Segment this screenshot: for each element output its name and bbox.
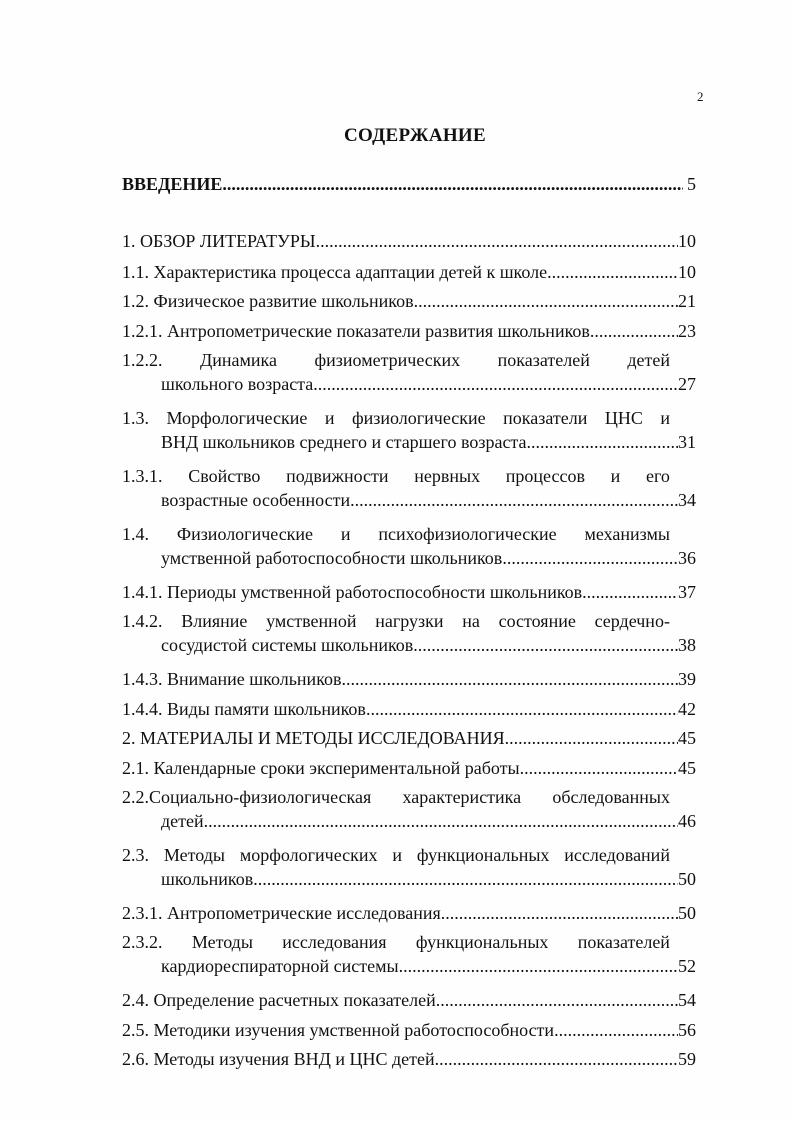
toc-word: характеристика: [402, 787, 522, 807]
page-title: СОДЕРЖАНИЕ: [344, 125, 486, 146]
toc-entry-label: школьников: [161, 869, 254, 889]
toc-word: 2.3.: [122, 845, 149, 865]
toc-entry-label: 2.3.1. Антропометрические исследования: [122, 903, 441, 923]
toc-leader-dots: [435, 1047, 678, 1071]
toc-leader-dots: [547, 260, 678, 284]
toc-entry-label: школьного возраста: [161, 374, 314, 394]
toc-page-number: 45: [678, 758, 696, 778]
toc-entry: [122, 172, 696, 196]
toc-page-number: 46: [678, 811, 696, 831]
toc-leader-dots: [316, 229, 678, 253]
toc-leader-dots: [253, 867, 678, 891]
toc-entry: [122, 1018, 696, 1042]
toc-entry-line: [122, 406, 670, 430]
toc-entry-line: [122, 785, 670, 809]
toc-entry: [122, 522, 696, 570]
toc-entry: [122, 930, 696, 978]
toc-entry: [122, 406, 696, 454]
toc-word: состояние: [498, 611, 576, 631]
toc-page-number: 34: [678, 490, 696, 510]
toc-word: Динамика: [199, 350, 278, 370]
toc-entry-line: [122, 843, 670, 867]
toc-entry-label: 1.4.3. Внимание школьников: [122, 669, 342, 689]
toc-entry: [122, 843, 696, 891]
toc-page-number: 52: [678, 956, 696, 976]
toc-word: его: [645, 466, 670, 486]
toc-word: показателей: [497, 350, 590, 370]
toc-word: 1.3.: [122, 408, 149, 428]
toc-entry-label: возрастные особенности: [161, 490, 351, 510]
toc-word: механизмы: [584, 524, 670, 544]
toc-page-number: 54: [678, 990, 696, 1010]
toc-page-number: 39: [678, 669, 696, 689]
toc-entry-label: ВВЕДЕНИЕ: [122, 174, 223, 194]
toc-entry: [122, 348, 696, 396]
toc-page-number: 27: [678, 374, 696, 394]
toc-entry-label: 2.6. Методы изучения ВНД и ЦНС детей: [122, 1049, 435, 1069]
toc-entry: [122, 756, 696, 780]
toc-word: 1.3.1.: [122, 466, 163, 486]
toc-word: подвижности: [286, 466, 389, 486]
toc-entry: [122, 260, 696, 284]
toc-entry: [122, 580, 696, 604]
toc-leader-dots: [399, 954, 678, 978]
toc-word: Методы: [163, 845, 225, 865]
toc-leader-dots: [342, 667, 678, 691]
toc-entry-label: кардиореспираторной системы: [161, 956, 399, 976]
toc-entry-label: сосудистой системы школьников: [161, 635, 414, 655]
toc-word: физиологические: [351, 408, 486, 428]
toc-entry-label: 2. МАТЕРИАЛЫ И МЕТОДЫ ИССЛЕДОВАНИЯ: [122, 728, 505, 748]
toc-word: показатели: [503, 408, 588, 428]
toc-word: 1.2.2.: [122, 350, 163, 370]
toc-leader-dots: [350, 488, 678, 512]
toc-entry-label: ВНД школьников среднего и старшего возраста: [161, 432, 527, 452]
toc-word: психофизиологические: [378, 524, 557, 544]
toc-word: умственной: [266, 611, 357, 631]
toc-page-number: 5: [687, 174, 696, 194]
toc-word: 2.3.2.: [122, 932, 163, 952]
toc-entry-label: 2.5. Методики изучения умственной работоспособности: [122, 1020, 555, 1040]
toc-word: Морфологические: [166, 408, 308, 428]
toc-entry-label: 2.4. Определение расчетных показателей: [122, 990, 436, 1010]
toc-page-number: 23: [678, 321, 696, 341]
toc-entry-label: 1.2.1. Антропометрические показатели развития школьников: [122, 321, 590, 341]
toc-word: функциональных: [416, 845, 550, 865]
toc-word: процессов: [505, 466, 585, 486]
toc-page-number: 36: [678, 548, 696, 568]
toc-entry-label: детей: [161, 811, 204, 831]
toc-leader-dots: [520, 756, 678, 780]
toc-word: и: [660, 408, 670, 428]
toc-entry-line: [122, 522, 670, 546]
toc-word: Методы: [191, 932, 253, 952]
toc-word: Физиологические: [176, 524, 314, 544]
toc-word: обследованных: [552, 787, 670, 807]
toc-word: исследований: [564, 845, 670, 865]
toc-page-number: 56: [678, 1020, 696, 1040]
page-number: 2: [697, 89, 704, 104]
toc-word: нервных: [414, 466, 481, 486]
toc-page-number: 50: [678, 869, 696, 889]
toc-entry-line: [122, 348, 670, 372]
toc-word: на: [462, 611, 480, 631]
toc-leader-dots: [527, 430, 678, 454]
toc-word: функциональных: [415, 932, 549, 952]
toc-word: сердечно-: [594, 611, 670, 631]
toc-leader-dots: [582, 580, 678, 604]
toc-leader-dots: [413, 633, 678, 657]
toc-page-number: 38: [678, 635, 696, 655]
toc-leader-dots: [313, 372, 678, 396]
toc-page-number: 10: [678, 262, 696, 282]
toc-entry: [122, 667, 696, 691]
toc-page-number: 45: [678, 728, 696, 748]
toc-word: и: [610, 466, 621, 486]
toc-word: и: [324, 408, 335, 428]
toc-page-number: 21: [678, 291, 696, 311]
toc-entry-label: умственной работоспособности школьников: [161, 548, 503, 568]
toc-leader-dots: [366, 697, 678, 721]
toc-entry-line: [122, 609, 670, 633]
toc-entry: [122, 464, 696, 512]
toc-entry-label: 1.4.4. Виды памяти школьников: [122, 699, 366, 719]
toc-word: исследования: [282, 932, 387, 952]
toc-leader-dots: [590, 319, 678, 343]
toc-word: Свойство: [188, 466, 261, 486]
toc-leader-dots: [436, 988, 678, 1012]
toc-page-number: 50: [678, 903, 696, 923]
toc-entry-label: 1.2. Физическое развитие школьников: [122, 291, 414, 311]
toc-entry: [122, 229, 696, 253]
toc-page-number: 31: [678, 432, 696, 452]
toc-entry-line: [122, 930, 670, 954]
toc-leader-dots: [505, 726, 678, 750]
toc-leader-dots: [502, 546, 678, 570]
toc-word: показателей: [577, 932, 670, 952]
toc-word: ЦНС: [604, 408, 643, 428]
toc-leader-dots: [222, 172, 682, 196]
toc-leader-dots: [414, 289, 678, 313]
toc-entry: [122, 901, 696, 925]
toc-entry: [122, 319, 696, 343]
toc-word: физиометрических: [314, 350, 461, 370]
toc-page-number: 59: [678, 1049, 696, 1069]
toc-word: 1.4.: [122, 524, 149, 544]
toc-leader-dots: [204, 809, 678, 833]
toc-entry: [122, 609, 696, 657]
toc-word: и: [340, 524, 351, 544]
toc-entry: [122, 785, 696, 833]
toc-page-number: 10: [678, 231, 696, 251]
toc-word: и: [392, 845, 403, 865]
toc-word: нагрузки: [375, 611, 444, 631]
toc-word: морфологических: [239, 845, 378, 865]
toc-entry: [122, 726, 696, 750]
toc-word: 2.2.Социально-физиологическая: [122, 787, 372, 807]
toc-page-number: 37: [678, 582, 696, 602]
toc-word: 1.4.2.: [122, 611, 163, 631]
toc-entry: [122, 289, 696, 313]
toc-entry-label: 2.1. Календарные сроки экспериментальной работы: [122, 758, 520, 778]
toc-word: Влияние: [181, 611, 248, 631]
toc-entry-label: 1. ОБЗОР ЛИТЕРАТУРЫ: [122, 231, 316, 251]
toc-entry: [122, 988, 696, 1012]
toc-entry: [122, 697, 696, 721]
toc-leader-dots: [554, 1018, 678, 1042]
toc-entry-label: 1.1. Характеристика процесса адаптации детей к школе: [122, 262, 548, 282]
toc-entry-label: 1.4.1. Периоды умственной работоспособности школьников: [122, 582, 583, 602]
toc-entry-line: [122, 464, 670, 488]
toc-entry: [122, 1047, 696, 1071]
toc-leader-dots: [441, 901, 678, 925]
toc-page-number: 42: [678, 699, 696, 719]
toc-word: детей: [627, 350, 670, 370]
